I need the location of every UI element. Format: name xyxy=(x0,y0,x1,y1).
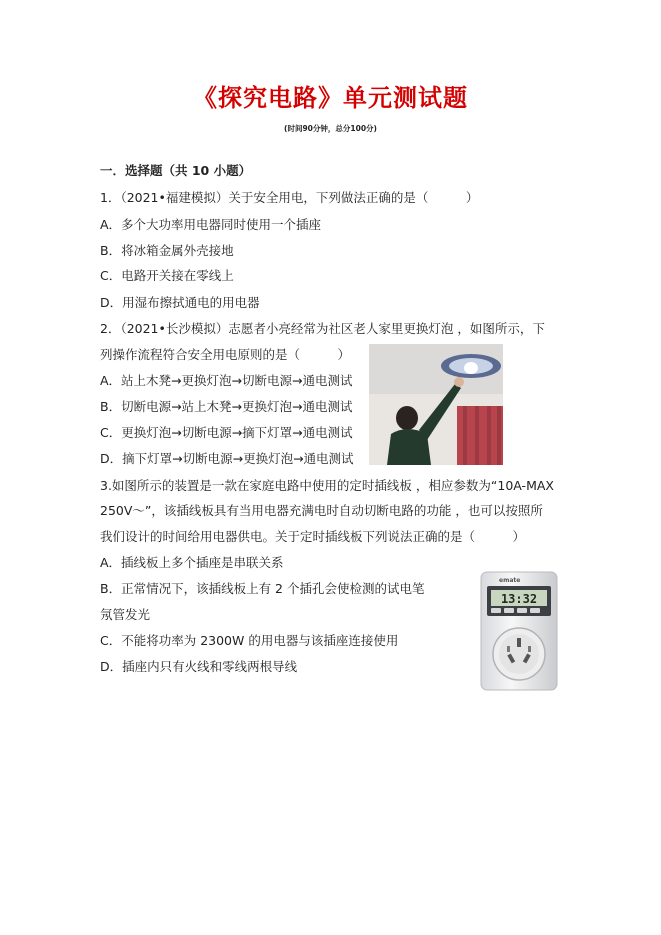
q2-option-a: A．站上木凳→更换灯泡→切断电源→通电测试 xyxy=(100,373,353,388)
timer-display-text: 13:32 xyxy=(500,592,538,606)
q3-option-b-line1: B．正常情况下，该插线板上有 2 个插孔会使检测的试电笔 xyxy=(100,581,425,596)
q3-stem-line3: 我们设计的时间给用电器供电。关于定时插线板下列说法正确的是（ ） xyxy=(100,529,526,544)
page-subtitle: (时间90分钟，总分100分) xyxy=(284,124,377,133)
q3-option-d: D．插座内只有火线和零线两根导线 xyxy=(100,659,298,674)
q2-stem-line1: 2．（2021•长沙模拟）志愿者小亮经常为社区老人家里更换灯泡 ，如图所示，下 xyxy=(100,321,545,336)
q2-stem-line2: 列操作流程符合安全用电原则的是（ ） xyxy=(100,347,351,362)
q1-option-a: A．多个大功率用电器同时使用一个插座 xyxy=(100,217,322,232)
q3-stem-line1: 3.如图所示的装置是一款在家庭电路中使用的定时插线板 ，相应参数为“10A-MAX xyxy=(100,478,554,493)
q3-option-a: A．插线板上多个插座是串联关系 xyxy=(100,555,284,570)
q2-option-c: C．更换灯泡→切断电源→摘下灯罩→通电测试 xyxy=(100,425,353,440)
section-heading: 一．选择题（共 10 小题） xyxy=(100,163,252,178)
timer-brand-text: emate xyxy=(499,577,521,584)
q3-option-c: C．不能将功率为 2300W 的用电器与该插座连接使用 xyxy=(100,633,399,648)
q1-option-b: B．将冰箱金属外壳接地 xyxy=(100,243,234,258)
q1-stem: 1．（2021•福建模拟）关于安全用电，下列做法正确的是（ ） xyxy=(100,190,479,205)
q3-stem-line2: 250V～”，该插线板具有当用电器充满电时自动切断电路的功能 ，也可以按照所 xyxy=(100,503,543,518)
q1-option-d: D．用湿布擦拭通电的用电器 xyxy=(100,295,260,310)
q2-option-b: B．切断电源→站上木凳→更换灯泡→通电测试 xyxy=(100,399,353,414)
q1-option-c: C．电路开关接在零线上 xyxy=(100,268,234,283)
page-title: 《探究电路》单元测试题 xyxy=(193,83,468,112)
q3-option-b-line2: 氖管发光 xyxy=(100,607,151,622)
lightbulb-photo xyxy=(369,344,503,465)
q2-option-d: D．摘下灯罩→切断电源→更换灯泡→通电测试 xyxy=(100,451,354,466)
timer-socket-image xyxy=(477,568,561,694)
